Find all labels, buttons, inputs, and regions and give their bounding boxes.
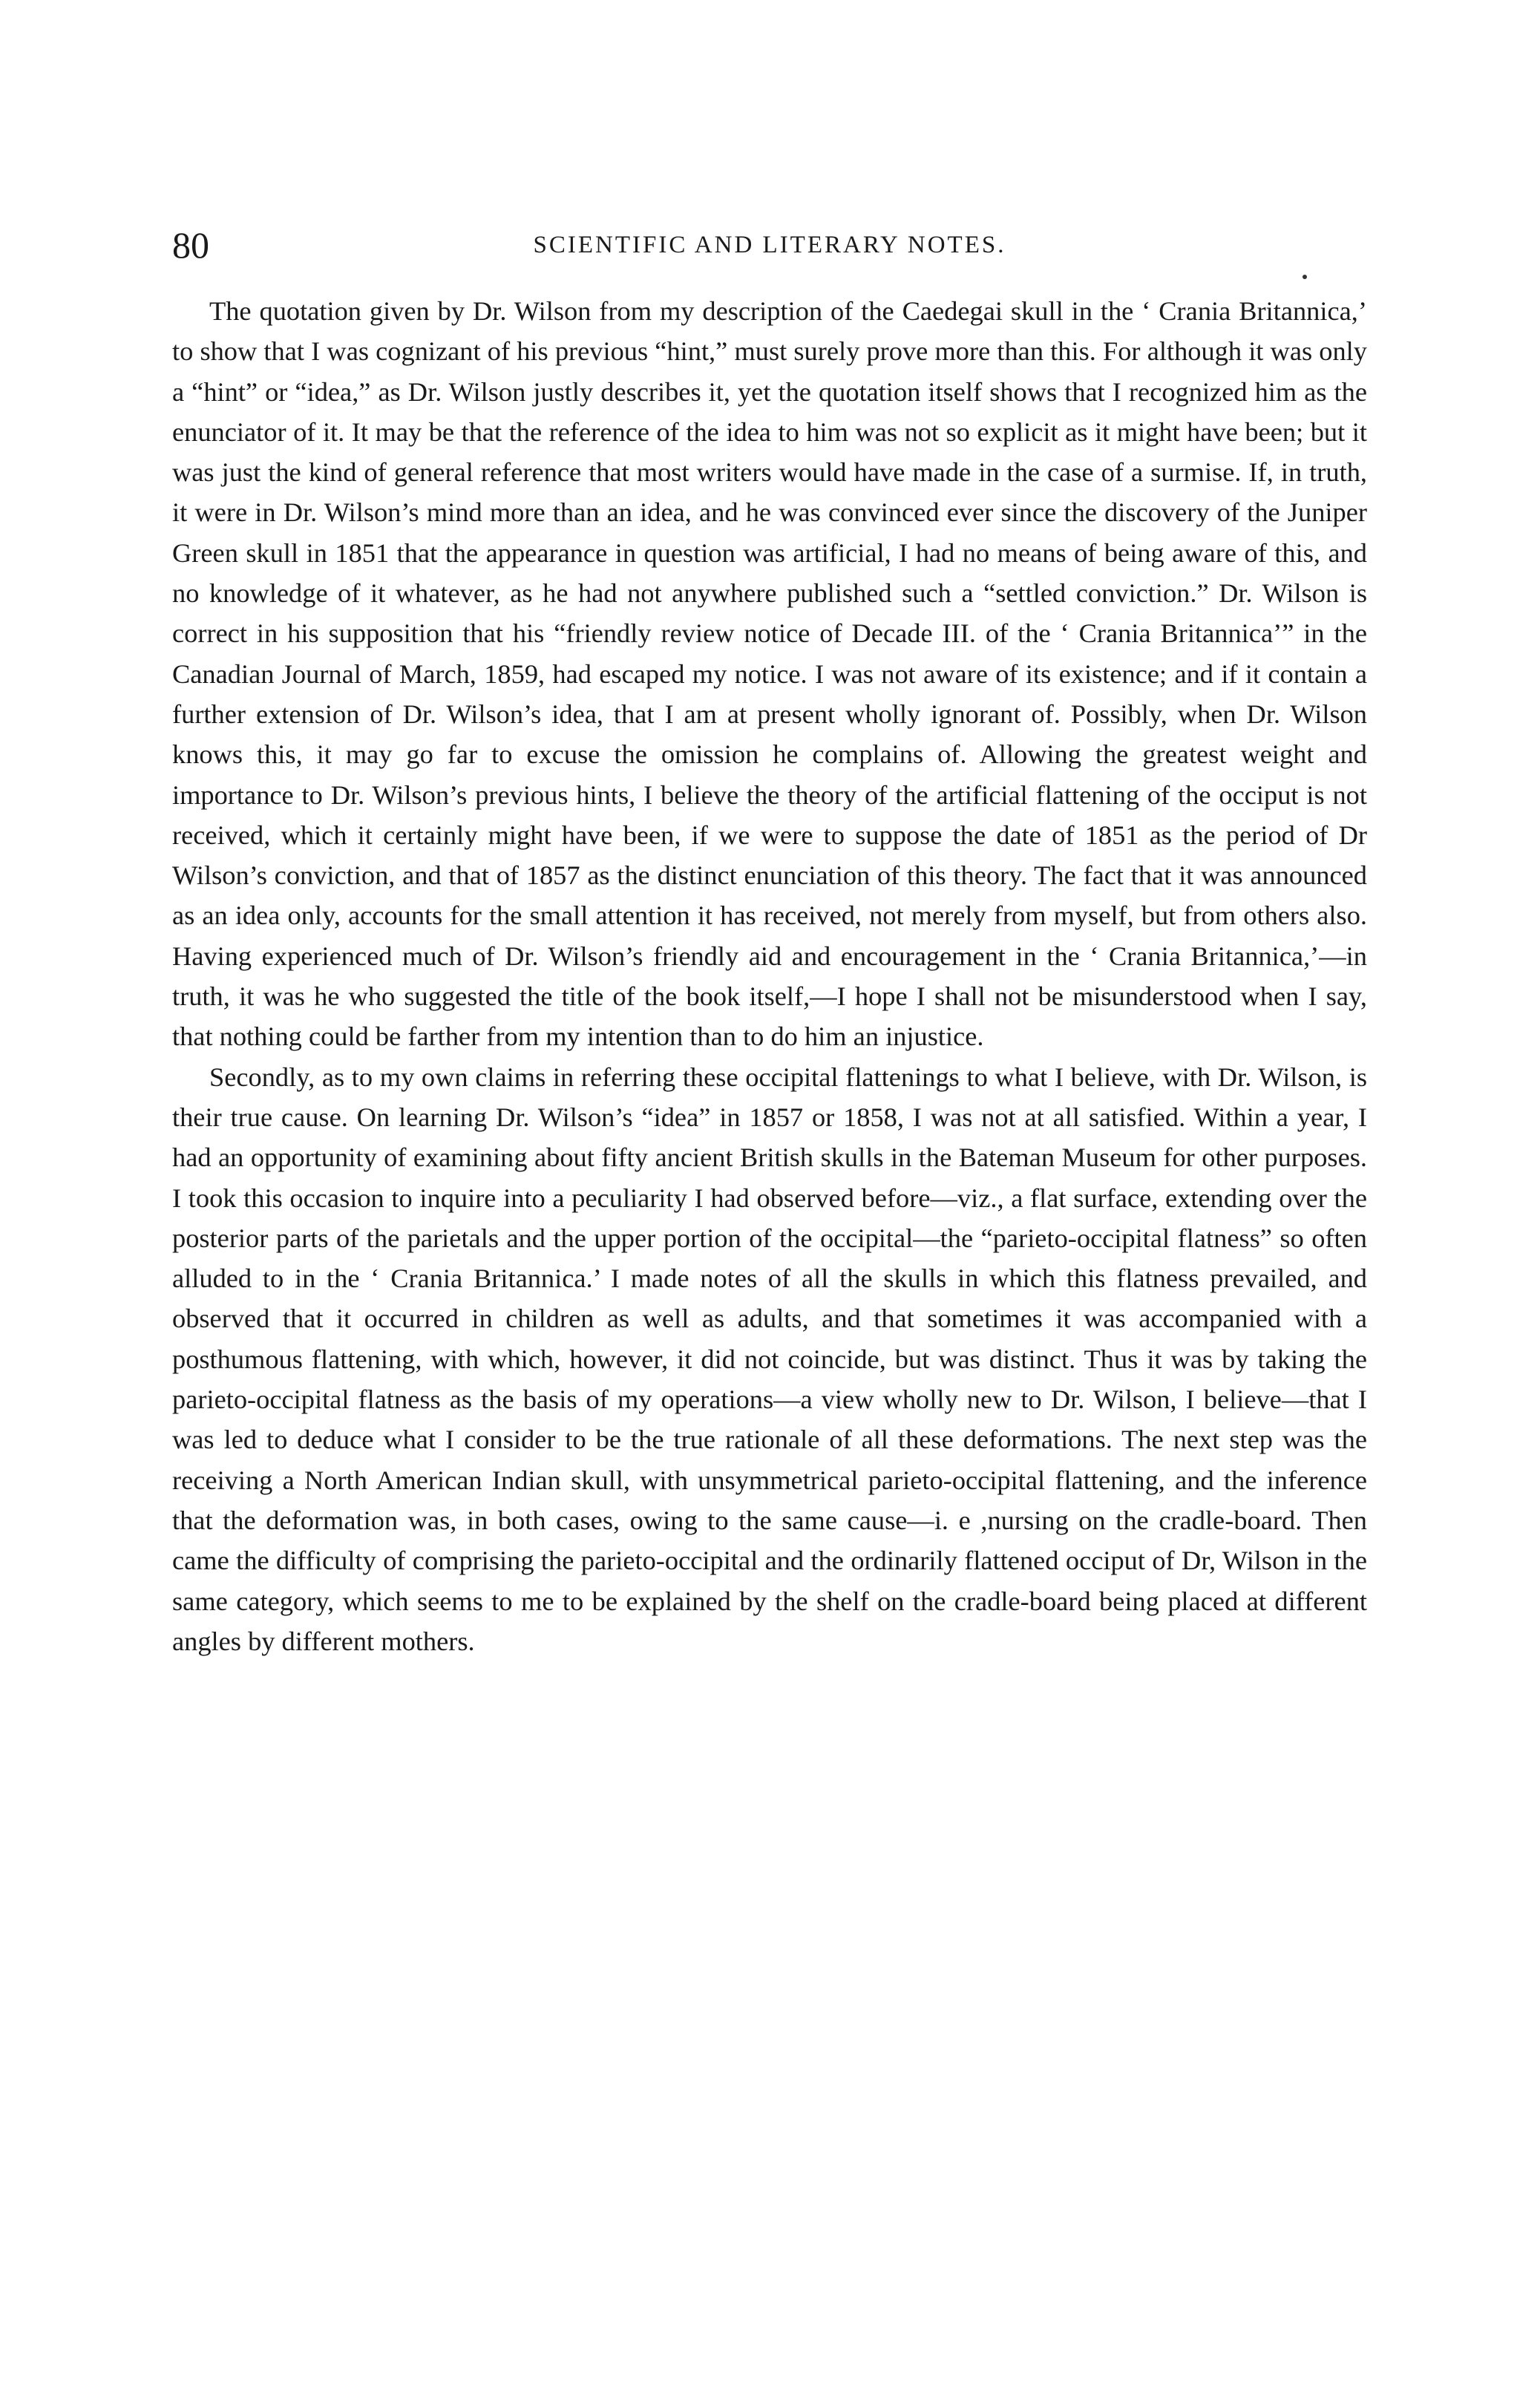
page-header xyxy=(172,223,1367,267)
body-text xyxy=(172,291,1367,1661)
paragraph-1: The quotation given by Dr. Wilson from my description of the Caedegai skull in the ‘ Crania Britannica,’ to show that I was cognizant of his previous “hint,” must surely prove more than this. For although it was only a “hint” or “idea,” as Dr. Wilson justly describes it, yet the quotation itself shows that I recognized him as the enunciator of it. It may be that the reference of the idea to him was not so explicit as it might have been; but it was just the kind of general reference that most writers would have made in the case of a surmise. If, in truth, it were in Dr. Wilson’s mind more than an idea, and he was convinced ever since the discovery of the Juniper Green skull in 1851 that the appearance in question was artificial, I had no means of being aware of this, and no knowledge of it whatever, as he had not anywhere published such a “settled conviction.” Dr. Wilson is correct in his supposition that his “friendly review notice of Decade III. of the ‘ Crania Britannica’” in the Canadian Journal of March, 1859, had escaped my notice. I was not aware of its existence; and if it contain a further extension of Dr. Wilson’s idea, that I am at present wholly ignorant of. Possibly, when Dr. Wilson knows this, it may go far to excuse the omission he complains of. Allowing the greatest weight and importance to Dr. Wilson’s previous hints, I believe the theory of the artificial flattening of the occiput is not received, which it certainly might have been, if we were to suppose the date of 1851 as the period of Dr Wilson’s conviction, and that of 1857 as the distinct enunciation of this theory. The fact that it was announced as an idea only, accounts for the small attention it has received, not merely from myself, but from others also. Having experienced much of Dr. Wilson’s friendly aid and encouragement in the ‘ Crania Britannica,’—in truth, it was he who suggested the title of the book itself,—I hope I shall not be misunderstood when I say, that nothing could be farther from my intention than to do him an injustice. xyxy=(172,296,1367,1052)
page-number: 80 xyxy=(172,224,209,266)
ink-speck xyxy=(1303,275,1307,279)
paragraph-2: Secondly, as to my own claims in referring these occipital flattenings to what I believe, with Dr. Wilson, is their true cause. On learning Dr. Wilson’s “idea” in 1857 or 1858, I was not at all satisfied. Within a year, I had an opportunity of examining about fifty ancient British skulls in the Bateman Museum for other purposes. I took this occasion to inquire into a peculiarity I had observed before—viz., a flat surface, extending over the posterior parts of the parietals and the upper portion of the occipital—the “parieto-occipital flatness” so often alluded to in the ‘ Crania Britannica.’ I made notes of all the skulls in which this flatness prevailed, and observed that it occurred in children as well as adults, and that sometimes it was accompanied with a posthumous flattening, with which, however, it did not coincide, but was distinct. Thus it was by taking the parieto-occipital flatness as the basis of my operations—a view wholly new to Dr. Wilson, I believe—that I was led to deduce what I consider to be the true rationale of all these deformations. The next step was the receiving a North American Indian skull, with unsymmetrical parieto-occipital flattening, and the inference that the deformation was, in both cases, owing to the same cause—i. e ,nursing on the cradle-board. Then came the difficulty of comprising the parieto-occipital and the ordinarily flattened occiput of Dr, Wilson in the same category, which seems to me to be explained by the shelf on the cradle-board being placed at different angles by different mothers. xyxy=(172,1062,1367,1656)
running-head: SCIENTIFIC AND LITERARY NOTES. xyxy=(533,232,1006,258)
